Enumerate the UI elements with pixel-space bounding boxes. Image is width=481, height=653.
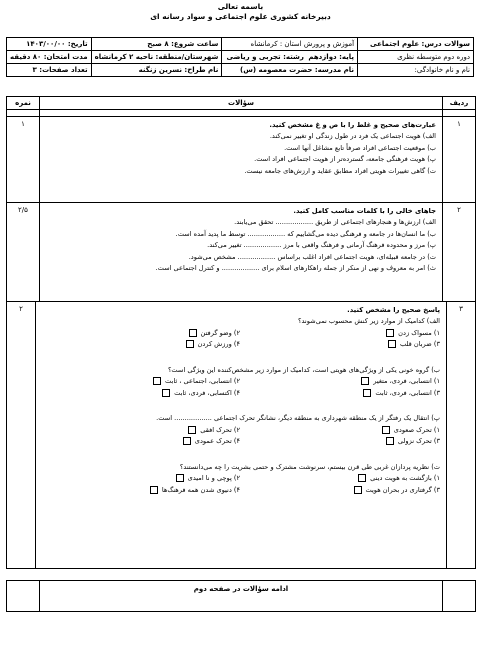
statement: پ) مرز و محدوده فرهنگ آرمانی و فرهنگ واقعی با مرز .................. تغییر می‌کند. bbox=[207, 241, 436, 250]
school-cell: نام مدرسه: حضرت معصومه (س) bbox=[222, 64, 358, 77]
checkbox-icon[interactable] bbox=[354, 486, 362, 494]
statement: پ) هویت فرهنگی جامعه، گسترده‌تر از هویت اجتماعی افراد است. bbox=[254, 155, 436, 164]
question-number: ۱ bbox=[442, 117, 475, 202]
date-cell: تاریخ: ۱۴۰۳/۰۰/۰۰ bbox=[7, 38, 92, 51]
department-cell: آموزش و پرورش استان : کرمانشاه bbox=[222, 38, 358, 51]
option[interactable]: ۴) اکتسابی، فردی، ثابت bbox=[40, 388, 240, 400]
option[interactable]: ۴) تحرک عمودی bbox=[40, 436, 240, 448]
checkbox-icon[interactable] bbox=[176, 474, 184, 482]
checkbox-icon[interactable] bbox=[183, 437, 191, 445]
option[interactable]: ۲) انتسابی، اجتماعی ، ثابت bbox=[40, 376, 240, 388]
question-title: عبارت‌های صحیح و غلط را با ص و غ مشخص کنید. bbox=[269, 121, 436, 129]
questions-table bbox=[6, 96, 476, 569]
question-score: ۲/۵ bbox=[18, 206, 28, 214]
question-3 bbox=[7, 302, 475, 568]
option[interactable]: ۱) انتسابی، فردی، متغیر bbox=[240, 376, 440, 388]
checkbox-icon[interactable] bbox=[386, 329, 394, 337]
pages-cell: تعداد صفحات: ۳ bbox=[7, 64, 92, 77]
question-title: پاسخ صحیح را مشخص کنید. bbox=[347, 306, 440, 314]
checkbox-icon[interactable] bbox=[386, 437, 394, 445]
checkbox-icon[interactable] bbox=[382, 426, 390, 434]
question-score: ۱ bbox=[21, 120, 25, 128]
exam-info-table bbox=[6, 37, 474, 77]
grade-field-cell bbox=[222, 51, 358, 64]
grade-label: پایه: دوازدهم bbox=[308, 53, 355, 61]
checkbox-icon[interactable] bbox=[153, 377, 161, 385]
course-cell: سوالات درس: علوم اجتماعی bbox=[358, 38, 474, 51]
checkbox-icon[interactable] bbox=[188, 426, 196, 434]
period-cell: دوره دوم متوسطه نظری bbox=[358, 51, 474, 64]
question-title: جاهای خالی را با کلمات مناسب کامل کنید. bbox=[293, 207, 436, 215]
question-2 bbox=[7, 203, 475, 302]
option[interactable]: ۳) انتسابی، فردی، ثابت bbox=[240, 388, 440, 400]
option[interactable]: ۲) تحرک افقی bbox=[40, 425, 240, 437]
checkbox-icon[interactable] bbox=[388, 340, 396, 348]
continuation-note: ادامه سؤالات در صفحه دوم bbox=[39, 581, 442, 611]
statement: الف) هویت اجتماعی یک فرد در طول زندگی او تغییر نمی‌کند. bbox=[269, 132, 436, 140]
option[interactable]: ۱) مسواک زدن bbox=[240, 328, 440, 340]
statement: ث) امر به معروف و نهی از منکر از جمله راهکارهای اسلام برای .................. و کنترل اجتماعی است. bbox=[155, 264, 436, 273]
secretariat-title: دبیرخانه کشوری علوم اجتماعی و سواد رسانه ای bbox=[150, 12, 331, 21]
statement: ت) گاهی تغییرات هویتی افراد مطابق عقاید و ارزش‌های جامعه نیست. bbox=[244, 166, 436, 175]
checkbox-icon[interactable] bbox=[363, 389, 371, 397]
checkbox-icon[interactable] bbox=[361, 377, 369, 385]
duration-cell: مدت امتحان: ۸۰ دقیقه bbox=[7, 51, 92, 64]
question-body bbox=[39, 203, 442, 301]
sub-question: ت) نظریه پردازان غربی طی قرن بیستم، سرنوشت مشترک و حتمی بشریت را چه می‌دانستند؟ bbox=[179, 462, 440, 471]
statement: ب) ما انسان‌ها در جامعه و فرهنگی دیده می‌گشاییم که .................. توسط ما پدید آمده است. bbox=[175, 229, 436, 238]
option[interactable]: ۳) تحرک نزولی bbox=[240, 436, 440, 448]
option[interactable]: ۴) ورزش کردن bbox=[40, 339, 240, 351]
checkbox-icon[interactable] bbox=[189, 329, 197, 337]
question-number: ۳ bbox=[446, 302, 475, 568]
col-questions: سؤالات bbox=[39, 97, 442, 109]
question-body bbox=[35, 302, 446, 568]
checkbox-icon[interactable] bbox=[186, 340, 194, 348]
question-number: ۲ bbox=[442, 203, 475, 301]
checkbox-icon[interactable] bbox=[358, 474, 366, 482]
footer-row bbox=[6, 580, 476, 612]
col-row: ردیف bbox=[442, 97, 475, 109]
region-cell: شهرستان/منطقه: ناحیه ۲ کرمانشاه bbox=[91, 51, 222, 64]
option[interactable]: ۴) دنیوی شدن همه فرهنگ‌ها bbox=[40, 485, 240, 497]
start-time-cell: ساعت شروع: ۸ صبح bbox=[91, 38, 222, 51]
statement: الف) ارزش‌ها و هنجارهای اجتماعی از طریق .................. تحقق می‌یابند. bbox=[234, 218, 436, 226]
option[interactable]: ۳) ضربان قلب bbox=[240, 339, 440, 351]
checkbox-icon[interactable] bbox=[162, 389, 170, 397]
statement: ب) موقعیت اجتماعی افراد صرفاً تابع مشاغل آنها است. bbox=[284, 143, 436, 152]
sub-question: ب) گروه خونی یکی از ویژگی‌های هویتی است، کدامیک از موارد زیر مشخص‌کننده این ویژگی است؟ bbox=[167, 365, 440, 374]
option[interactable]: ۳) گرفتاری در بحران هویت bbox=[240, 485, 440, 497]
question-1 bbox=[7, 117, 475, 203]
checkbox-icon[interactable] bbox=[150, 486, 158, 494]
statement: ت) در جامعه قبیله‌ای، هویت اجتماعی افراد اغلب براساس .................. مشخص می‌شود. bbox=[188, 252, 436, 261]
page-header bbox=[0, 2, 481, 22]
option[interactable]: ۱) بازگشت به هویت دینی bbox=[240, 473, 440, 485]
designer-cell: نام طراح: نسرین زنگنه bbox=[91, 64, 222, 77]
column-header bbox=[7, 97, 475, 110]
bismillah: باسمه تعالی bbox=[217, 2, 264, 11]
field-label: رشته: تجربی و ریاضی bbox=[226, 53, 304, 61]
spacer-row bbox=[7, 110, 475, 117]
sub-question: الف) کدامیک از موارد زیر کنش محسوب نمی‌شوند؟ bbox=[297, 317, 440, 325]
option[interactable]: ۲) پوچی و نا امیدی bbox=[40, 473, 240, 485]
option[interactable]: ۱) تحرک صعودی bbox=[240, 425, 440, 437]
student-name-cell: نام و نام خانوادگی: bbox=[358, 64, 474, 77]
col-score: نمره bbox=[15, 99, 31, 107]
option[interactable]: ۲) وضو گرفتن bbox=[40, 328, 240, 340]
question-body bbox=[39, 117, 442, 202]
sub-question: پ) انتقال یک رفتگر از یک منطقه شهرداری به منطقه دیگر، نشانگر تحرک اجتماعی .................. است. bbox=[156, 414, 440, 423]
question-score: ۲ bbox=[19, 305, 23, 313]
